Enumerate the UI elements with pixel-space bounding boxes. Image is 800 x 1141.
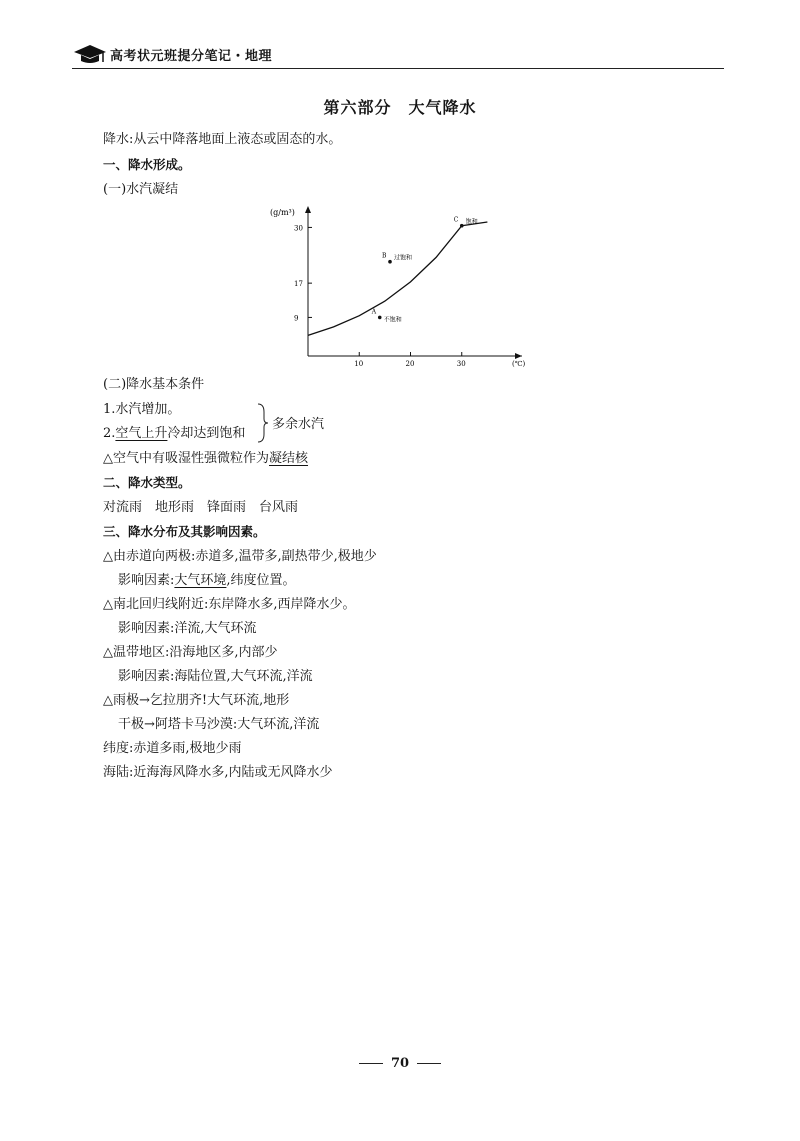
y-tick-label: 9: [294, 314, 299, 323]
point-label-C: C: [453, 216, 459, 224]
precip-types: 对流雨 地形雨 锋面雨 台风雨: [103, 500, 299, 515]
distribution-line-8: 干极→阿塔卡马沙漠:大气环流,洋流: [118, 717, 320, 732]
subsection-conditions: (二)降水基本条件: [103, 377, 205, 392]
header-title: 高考状元班提分笔记・地理: [110, 49, 273, 64]
distribution-line-2-prefix: 影响因素:: [118, 573, 175, 588]
distribution-line-4: 影响因素:洋流,大气环流: [118, 621, 257, 636]
distribution-line-3: △南北回归线附近:东岸降水多,西岸降水少。: [103, 597, 356, 612]
page-title: 第六部分 大气降水: [323, 98, 477, 117]
running-header: [72, 40, 724, 72]
distribution-line-2-suffix: ,纬度位置。: [226, 573, 296, 588]
distribution-line-5: △温带地区:沿海地区多,内部少: [103, 645, 278, 660]
section1-heading: 一、降水形成。: [103, 157, 191, 172]
x-axis-arrow: [515, 353, 522, 359]
page-footer: [0, 1056, 800, 1071]
condition-3: [103, 450, 308, 468]
header-rule: [72, 68, 724, 69]
page-number: 70: [390, 1056, 410, 1071]
distribution-line-2: [118, 572, 296, 590]
right-brace: [256, 402, 270, 444]
condition-2-suffix: 冷却达到饱和: [167, 426, 246, 441]
footer-dash-right: [417, 1063, 441, 1064]
condition-1: 1.水汽增加。: [103, 402, 181, 417]
graduation-cap-icon: [72, 40, 108, 66]
point-label-B: B: [382, 252, 387, 260]
condition-3-prefix: △空气中有吸湿性强微粒作为: [103, 451, 269, 466]
x-tick-label: 30: [456, 360, 466, 368]
definition-text: 降水:从云中降落地面上液态或固态的水。: [103, 132, 342, 147]
chart-y-label: (g/m³): [270, 208, 295, 217]
section2-heading: 二、降水类型。: [103, 475, 191, 490]
condition-3-underlined: 凝结核: [269, 451, 309, 466]
point-note-B: 过饱和: [394, 254, 413, 262]
distribution-line-10: 海陆:近海海风降水多,内陆或无风降水少: [103, 765, 333, 780]
distribution-line-7: △雨极→乞拉朋齐!大气环流,地形: [103, 693, 290, 708]
point-A: [378, 316, 382, 320]
x-tick-label: 20: [405, 360, 415, 368]
chart-x-label: (℃): [512, 360, 526, 368]
footer-dash-left: [359, 1063, 383, 1064]
x-tick-label: 10: [354, 360, 364, 368]
condition-2-underlined: 空气上升: [115, 426, 168, 441]
point-note-A: 不饱和: [383, 316, 402, 324]
y-tick-label: 30: [294, 224, 303, 233]
condition-2: [103, 425, 245, 443]
section3-heading: 三、降水分布及其影响因素。: [103, 524, 266, 539]
distribution-line-1: △由赤道向两极:赤道多,温带多,副热带少,极地少: [103, 549, 377, 564]
y-tick-label: 17: [294, 280, 303, 289]
distribution-line-9: 纬度:赤道多雨,极地少雨: [103, 741, 242, 756]
point-label-A: A: [371, 308, 377, 316]
condition-2-prefix: 2.: [103, 426, 116, 441]
subsection-condensation: (一)水汽凝结: [103, 182, 179, 197]
distribution-line-6: 影响因素:海陆位置,大气环流,洋流: [118, 669, 313, 684]
distribution-line-2-underlined: 大气环境: [174, 573, 227, 588]
saturation-chart: [262, 200, 532, 375]
point-note-C: 饱和: [465, 218, 478, 226]
brace-label: 多余水汽: [272, 417, 325, 432]
y-axis-arrow: [305, 206, 311, 213]
point-B: [388, 260, 392, 264]
point-C: [460, 224, 464, 228]
